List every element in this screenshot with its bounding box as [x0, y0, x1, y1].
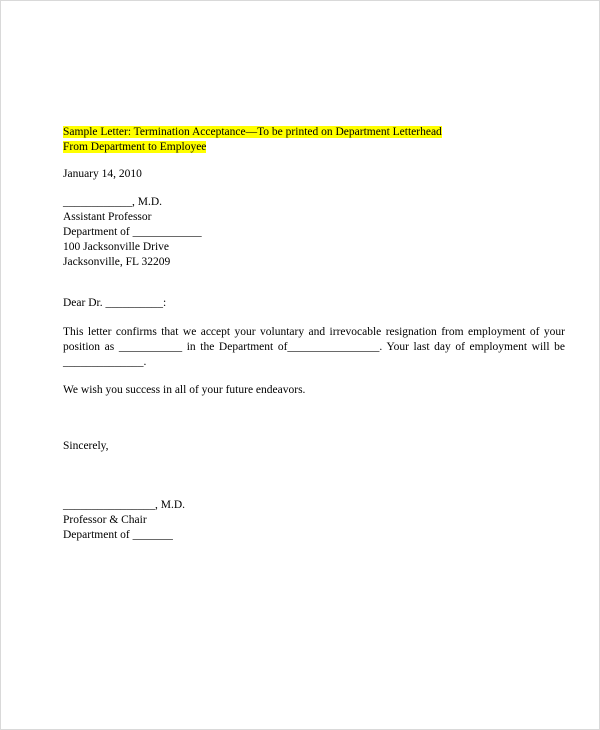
signature-title: Professor & Chair [63, 514, 147, 526]
paragraph-2-text: We wish you success in all of your future endeavors. [63, 384, 306, 396]
signature-name: ________________, M.D. [63, 499, 186, 511]
date-text: January 14, 2010 [63, 168, 142, 180]
signature-block [63, 498, 185, 543]
recipient-name: ____________, M.D. [63, 196, 163, 208]
header-line-1: Sample Letter: Termination Acceptance—To be printed on Department Letterhead [63, 126, 442, 138]
recipient-department: Department of ____________ [63, 226, 202, 238]
salutation-text: Dear Dr. __________: [63, 297, 167, 309]
recipient-street: 100 Jacksonville Drive [63, 241, 170, 253]
body-paragraph-1 [63, 325, 565, 370]
header-line-2: From Department to Employee [63, 141, 207, 153]
letter-date [63, 167, 142, 182]
closing-text: Sincerely, [63, 440, 109, 452]
closing [63, 439, 109, 454]
recipient-address [63, 195, 202, 270]
letter-header [63, 125, 442, 155]
salutation [63, 296, 166, 311]
recipient-city: Jacksonville, FL 32209 [63, 256, 171, 268]
body-paragraph-2 [63, 383, 305, 398]
signature-department: Department of _______ [63, 529, 173, 541]
paragraph-1-text: This letter confirms that we accept your voluntary and irrevocable resignation from employment of your position as ___________ in the Department of________________. Your last day of employment will be ______________. [63, 326, 565, 368]
recipient-title: Assistant Professor [63, 211, 152, 223]
